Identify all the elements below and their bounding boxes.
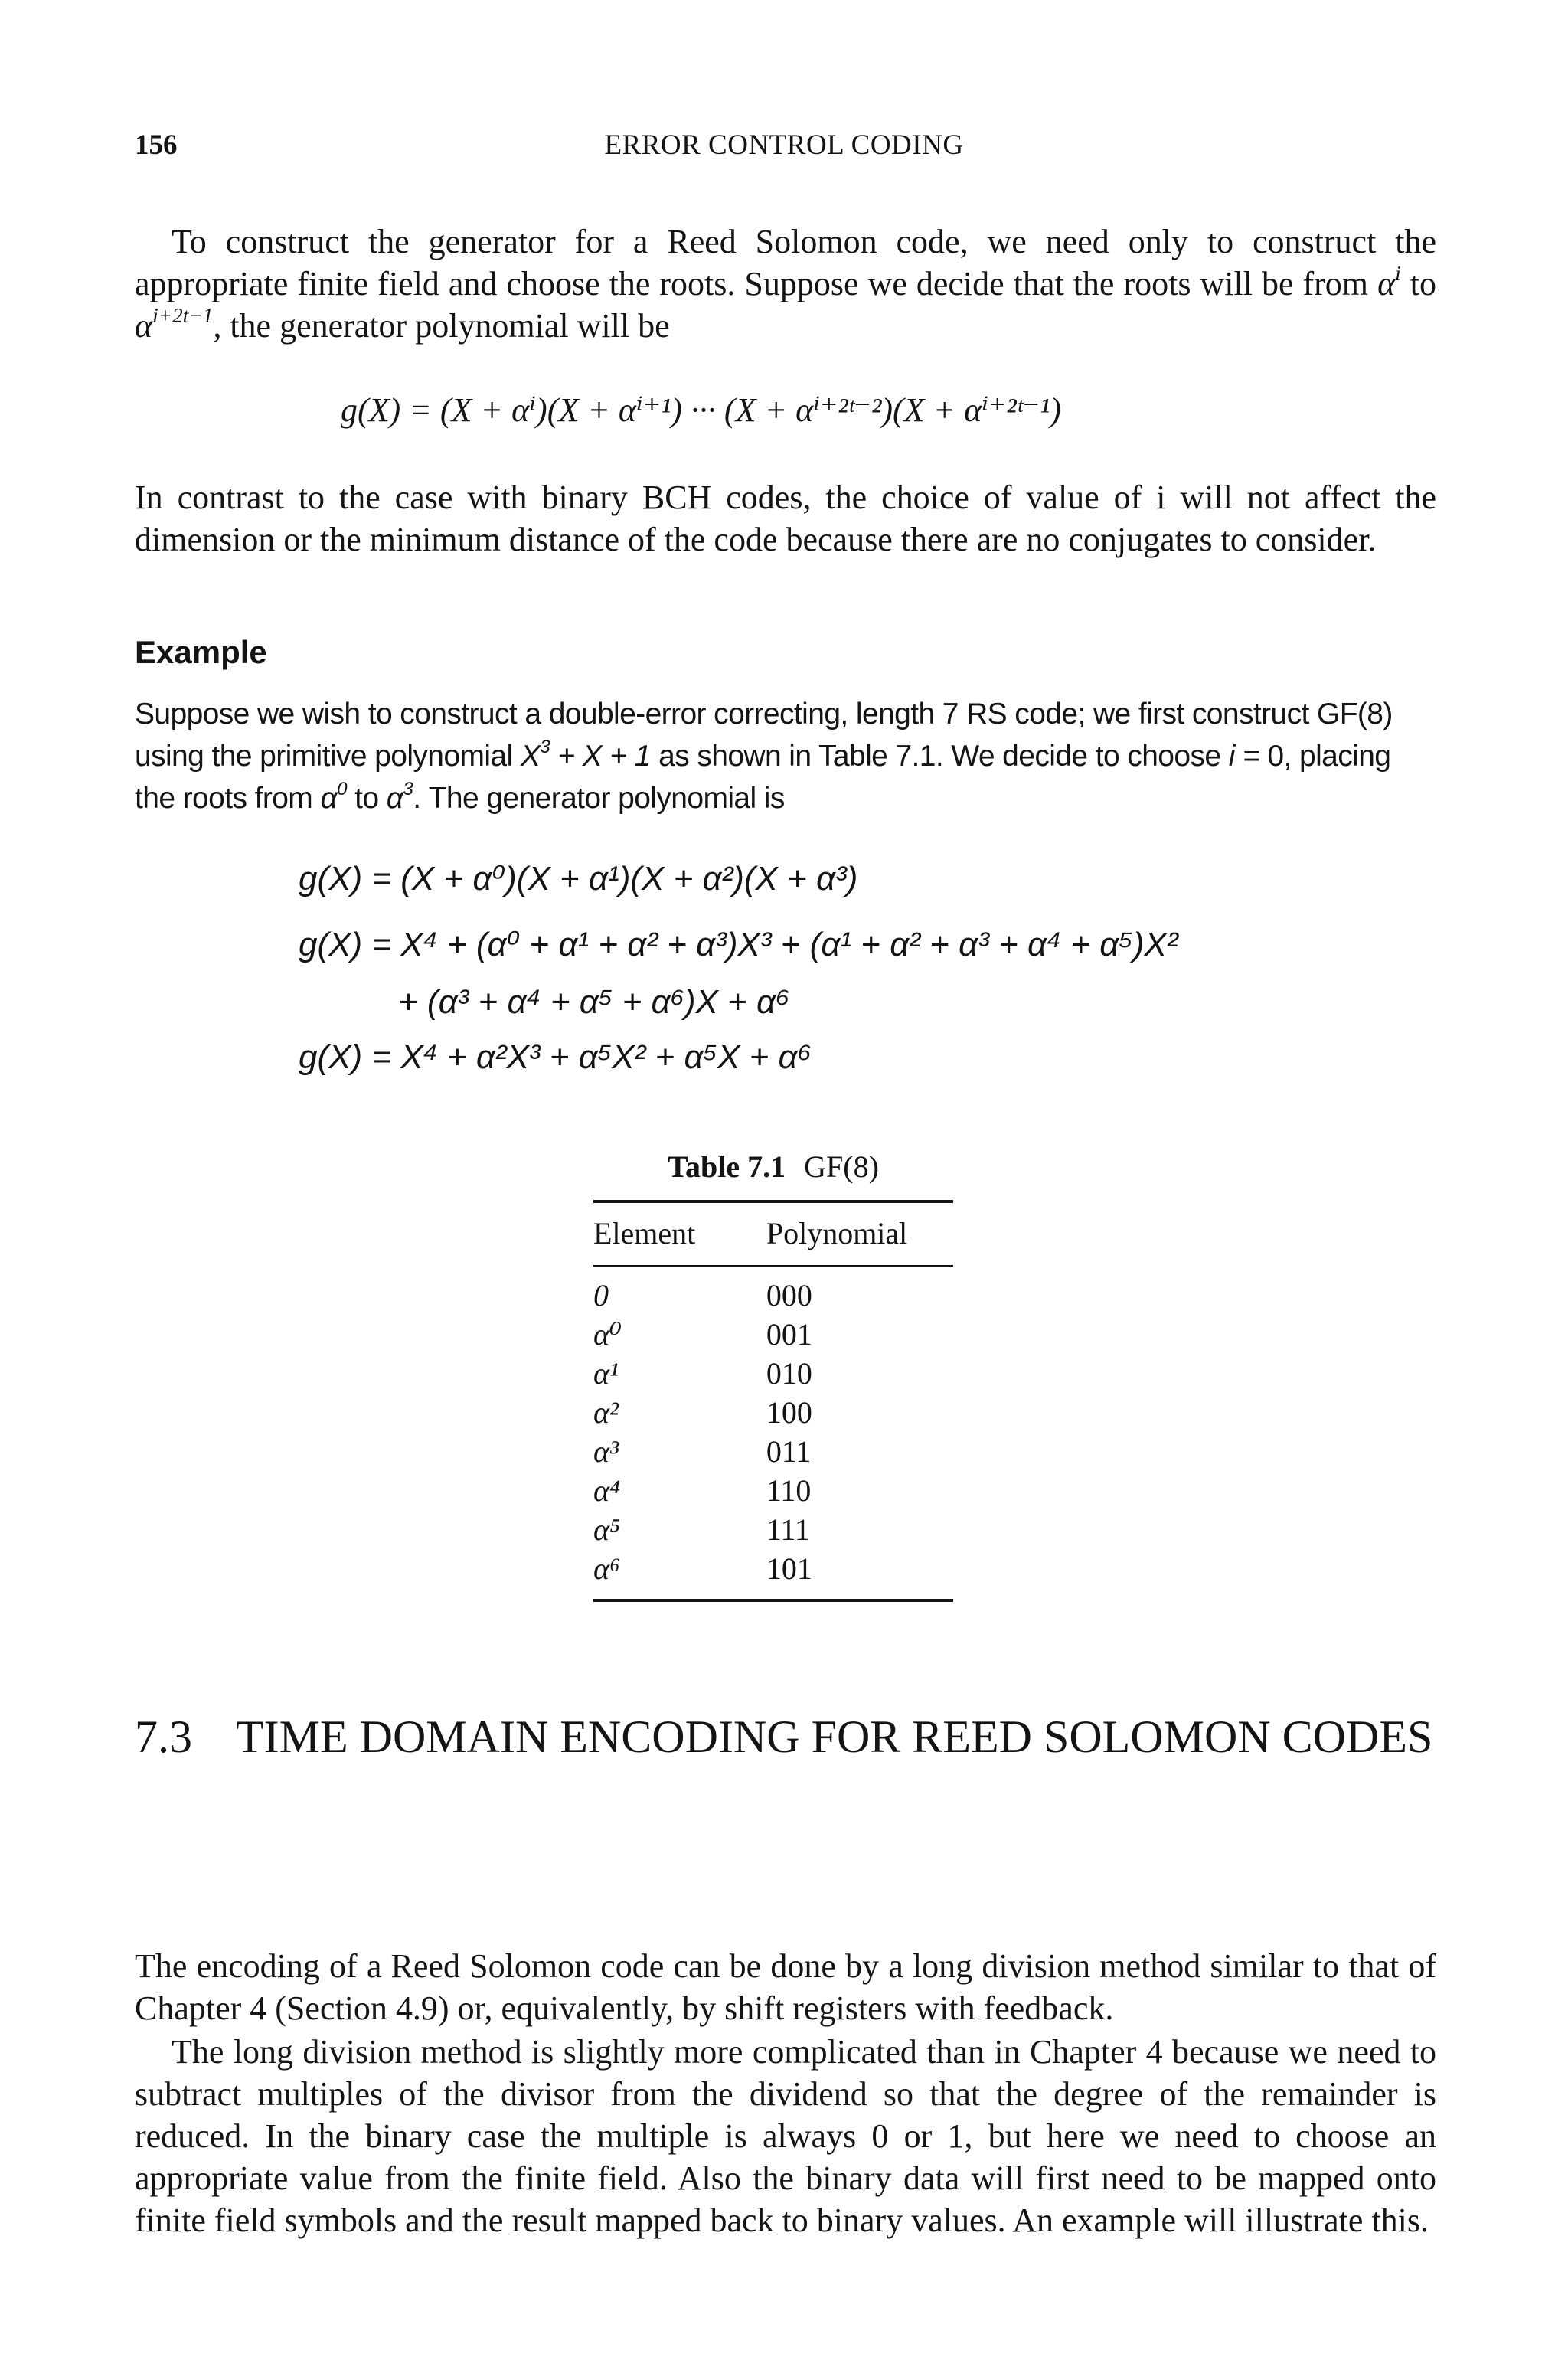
- example-equation-3: + (α³ + α⁴ + α⁵ + α⁶)X + α⁶: [398, 983, 790, 1021]
- table-caption-title: GF(8): [804, 1149, 879, 1184]
- polynomial-cell: 001: [766, 1317, 812, 1352]
- table-row: [593, 1276, 953, 1315]
- i-value: 0: [1267, 740, 1284, 773]
- section-number: 7.3: [135, 1711, 192, 1762]
- element-cell: α⁶: [593, 1551, 620, 1586]
- header-polynomial: Polynomial: [766, 1216, 908, 1250]
- example-equation-4: g(X) = X⁴ + α²X³ + α⁵X² + α⁵X + α⁶: [299, 1038, 812, 1076]
- table-caption: [547, 1149, 999, 1185]
- gf8-table: [593, 1149, 953, 1602]
- primitive-polynomial: $X^3 + X + 1$: [520, 737, 651, 773]
- polynomial-cell: 010: [766, 1356, 812, 1391]
- element-cell: α²: [593, 1395, 619, 1430]
- generator-equation: g(X) = (X + αⁱ)(X + αⁱ⁺¹) ··· (X + αⁱ⁺²ᵗ⁻²)(X + αⁱ⁺²ᵗ⁻¹): [341, 391, 1062, 429]
- page-number: 156: [135, 129, 178, 161]
- section-paragraph-2: [135, 2031, 1436, 2241]
- element-cell: α⁴: [593, 1473, 620, 1508]
- contrast-text: In contrast to the case with binary BCH codes, the choice of value of i will not affect the dimension or the minimum distance of the code because there are no conjugates to consider.: [135, 479, 1436, 558]
- intro-paragraph: [135, 221, 1436, 347]
- section-title: TIME DOMAIN ENCODING FOR REED SOLOMON CODES: [236, 1711, 1433, 1762]
- polynomial-cell: 000: [766, 1278, 812, 1312]
- element-cell: α⁰: [593, 1317, 622, 1352]
- alpha-zero: $\alpha^0$: [320, 779, 347, 815]
- header-element: Element: [593, 1216, 696, 1250]
- example-text-d: to: [346, 782, 387, 815]
- example-equation-2: g(X) = X⁴ + (α⁰ + α¹ + α² + α³)X³ + (α¹ + α² + α³ + α⁴ + α⁵)X²: [299, 926, 1178, 963]
- example-text-a: Suppose we wish to construct a double-error correcting, length 7 RS code; we first construct GF(8) using the primitive polynomial: [135, 698, 1393, 773]
- example-text-e: . The generator polynomial is: [413, 782, 785, 815]
- element-cell: α³: [593, 1434, 619, 1469]
- element-cell: 0: [593, 1278, 609, 1312]
- element-cell: α⁵: [593, 1512, 620, 1547]
- table-row: [593, 1315, 953, 1354]
- gf8-table-body: [593, 1203, 953, 1599]
- intro-text-b: to: [1400, 265, 1436, 302]
- table-row: [593, 1393, 953, 1432]
- table-row: [593, 1510, 953, 1549]
- section-text-2: The long division method is slightly more complicated than in Chapter 4 because we need to subtract multiples of the divisor from the dividend so that the degree of the remainder is reduced. In the binary case the multiple is always 0 or 1, but here we need to choose an appropriate value from the finite field. Also the binary data will first need to be mapped onto finite field symbols and the result mapped back to binary values. An example will illustrate this.: [135, 2033, 1436, 2239]
- polynomial-cell: 011: [766, 1434, 812, 1469]
- running-head: ERROR CONTROL CODING: [604, 129, 964, 161]
- table-header-row: [593, 1203, 953, 1265]
- table-row: [593, 1471, 953, 1510]
- example-heading: Example: [135, 634, 267, 670]
- root-start: $\alpha^i$: [1377, 261, 1401, 302]
- contrast-paragraph: [135, 476, 1436, 561]
- section-paragraph-1: [135, 1945, 1436, 2029]
- i-equals-zero: i =: [1228, 740, 1268, 773]
- table-caption-label: Table 7.1: [668, 1149, 786, 1184]
- polynomial-cell: 110: [766, 1473, 812, 1508]
- table-bottom-rule: [593, 1599, 953, 1602]
- section-text-1: The encoding of a Reed Solomon code can be done by a long division method similar to that of Chapter 4 (Section 4.9) or, equivalently, by shift registers with feedback.: [135, 1947, 1436, 2027]
- polynomial-cell: 111: [766, 1512, 810, 1547]
- alpha-three: $\alpha^3$: [386, 779, 413, 815]
- root-end: $\alpha^{i+2t-1}$: [135, 303, 214, 345]
- example-text: [135, 693, 1436, 819]
- page-header: [0, 129, 1568, 175]
- example-text-b: as shown in Table 7.1. We decide to choose: [650, 740, 1229, 773]
- example-equation-1: g(X) = (X + α⁰)(X + α¹)(X + α²)(X + α³): [299, 860, 858, 897]
- table-row: [593, 1354, 953, 1393]
- example-text-c: , placing the roots from: [135, 740, 1391, 815]
- polynomial-cell: 101: [766, 1551, 812, 1586]
- polynomial-cell: 100: [766, 1395, 812, 1430]
- table-row: [593, 1432, 953, 1471]
- table-row: [593, 1549, 953, 1588]
- intro-text-c: , the generator polynomial will be: [213, 307, 670, 345]
- intro-text-a: To construct the generator for a Reed Solomon code, we need only to construct the appropriate finite field and choose the roots. Suppose we decide that the roots will be from: [135, 223, 1436, 302]
- element-cell: α¹: [593, 1356, 619, 1391]
